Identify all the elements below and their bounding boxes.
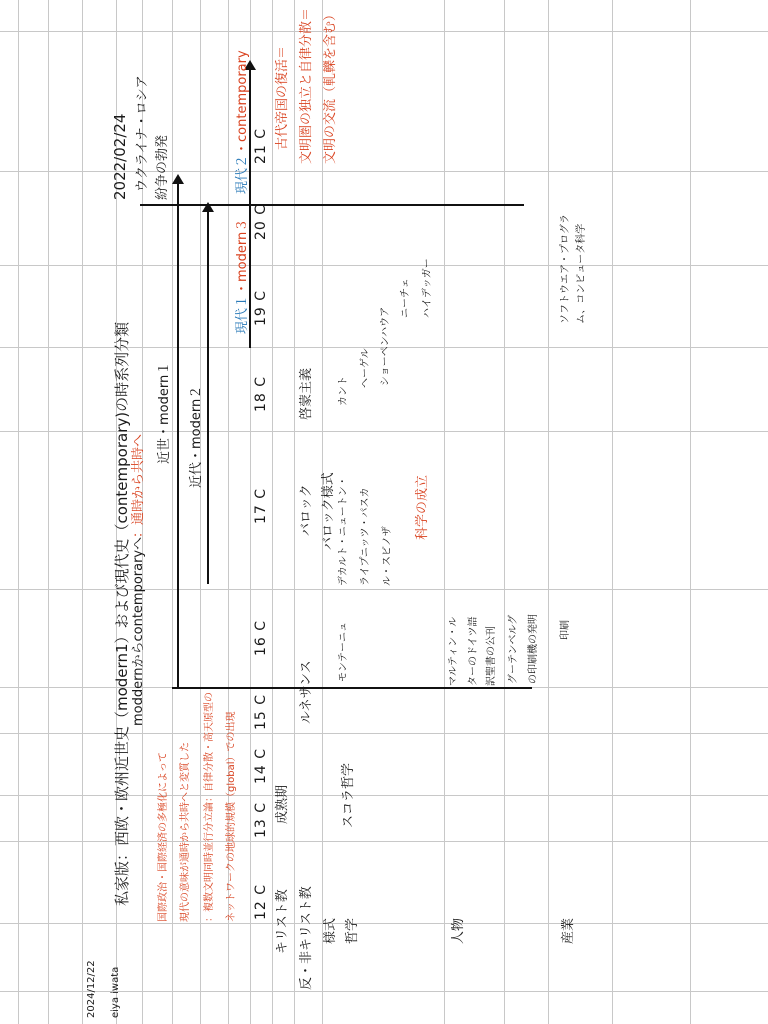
grid-line	[200, 0, 201, 1024]
era-label-gendai1	[236, 219, 250, 334]
century-21c: 21 C	[253, 127, 269, 164]
era-gendai2-suffix: ・contemporary	[235, 50, 250, 155]
era-gendai1-suffix: ・modern３	[235, 218, 250, 295]
cell-philosophers-17c-line1: デカルト・ニュートン・	[338, 476, 349, 586]
cell-montaigne: モンテーニュ	[338, 622, 349, 682]
note-line-1: 国際政治・国際経済の多極化によって	[158, 752, 169, 922]
century-20c: 20 C	[253, 203, 269, 240]
subtitle-red: ：通時から共時へ	[131, 433, 146, 538]
century-17c: 17 C	[253, 487, 269, 524]
cell-philosophers-17c-line2: ライプニッツ・パスカ	[360, 487, 371, 586]
row-label-philosophy: 哲学	[345, 917, 360, 944]
century-14c: 14 C	[253, 747, 269, 784]
era-gendai2-prefix: 現代２	[235, 154, 250, 194]
cell-printing: 印刷	[560, 620, 571, 640]
grid-line	[0, 265, 768, 266]
cell-heidegger: ハイデッガー	[422, 258, 433, 318]
grid-line	[0, 31, 768, 32]
cell-software: ソフトウエア・プログラム、コンピュータ科学	[560, 214, 587, 324]
event-date: 2022/02/24	[111, 113, 129, 200]
grid-line	[172, 0, 173, 1024]
row-label-industry: 産業	[561, 917, 576, 944]
grid-line	[612, 0, 613, 1024]
grid-line	[444, 0, 445, 1024]
arrow-head-icon	[172, 174, 184, 184]
era-gendai1-prefix: 現代１	[235, 294, 250, 334]
subtitle-black: moddernからcontemporaryへ	[131, 536, 146, 726]
modern21-line-3: 文明の交流（軋轢を含む）	[323, 7, 338, 164]
arrow-head-icon	[202, 202, 214, 212]
era-divider-15c	[172, 687, 532, 689]
era-label-gendai2	[236, 50, 250, 194]
cell-mature: 成熟期	[275, 784, 290, 824]
century-16c: 16 C	[253, 619, 269, 656]
document-date: 2024/12/22	[86, 960, 97, 1018]
grid-line	[548, 0, 549, 1024]
kindai-arrow-line	[207, 208, 209, 584]
author-name: eiya iwata	[110, 966, 121, 1018]
document-title: 私家版：西欧・欧州近世史（modern1）および現代史（contemporary)の時系列分類	[113, 321, 131, 906]
grid-line	[272, 0, 273, 1024]
cell-science: 科学の成立	[415, 474, 430, 540]
kinsei-arrow-line	[177, 180, 179, 688]
row-label-people: 人物	[451, 917, 466, 944]
grid-line	[294, 0, 295, 1024]
event-name: ウクライナ・ロシア	[135, 75, 150, 192]
grid-line	[18, 0, 19, 1024]
cell-gutenberg-line2: の印刷機の発明	[528, 614, 539, 684]
row-label-christianity: キリスト教	[275, 889, 290, 954]
cell-luther-line2: ターのドイツ語	[468, 616, 479, 686]
grid-line	[690, 0, 691, 1024]
modern21-line-2: 文明圏の独立と自律分散＝	[299, 7, 314, 164]
grid-line	[0, 923, 768, 924]
cell-schopenhauer: ショーペンハウア	[380, 306, 391, 386]
grid-line	[48, 0, 49, 1024]
era-divider-2022	[140, 204, 524, 206]
cell-hegel: ヘーゲル	[360, 348, 371, 388]
era-label-kindai: 近代・modern２	[189, 385, 204, 488]
century-15c: 15 C	[253, 693, 269, 730]
row-label-anti-christianity: 反・非キリスト教	[299, 886, 314, 990]
century-13c: 13 C	[253, 801, 269, 838]
cell-baroque: バロック	[299, 484, 314, 536]
century-19c: 19 C	[253, 289, 269, 326]
era-label-kinsei: 近世・modern１	[157, 361, 172, 464]
grid-line	[82, 0, 83, 1024]
century-18c: 18 C	[253, 375, 269, 412]
cell-gutenberg-line1: グーテンベルグ	[508, 614, 519, 684]
cell-baroque-style: バロック様式	[321, 472, 336, 550]
cell-nietzsche: ニーチェ	[400, 278, 411, 318]
century-12c: 12 C	[253, 883, 269, 920]
modern21-line-1: 古代帝国の復活＝	[275, 45, 290, 150]
note-line-2: 現代の意味が通時から共時へと変質した	[180, 742, 191, 922]
grid-line	[504, 0, 505, 1024]
row-label-style: 様式	[323, 917, 338, 944]
note-line-4: ネットワークの地球的規模（global）での出現	[226, 711, 237, 922]
cell-enlightenment: 啓蒙主義	[299, 367, 314, 420]
cell-luther-line3: 訳聖書の公刊	[486, 626, 497, 686]
cell-scholastic: スコラ哲学	[341, 762, 356, 828]
cell-philosophers-17c-line3: ル・スピノザ	[382, 526, 393, 586]
note-line-3: ：複数文明同時並行分立論：自律分散・高天原型の	[204, 692, 215, 922]
cell-luther-line1: マルティン・ル	[448, 616, 459, 686]
cell-kant: カント	[338, 376, 349, 406]
event-detail: 紛争の勃発	[155, 134, 170, 200]
cell-renaissance: ルネサンス	[299, 660, 314, 724]
